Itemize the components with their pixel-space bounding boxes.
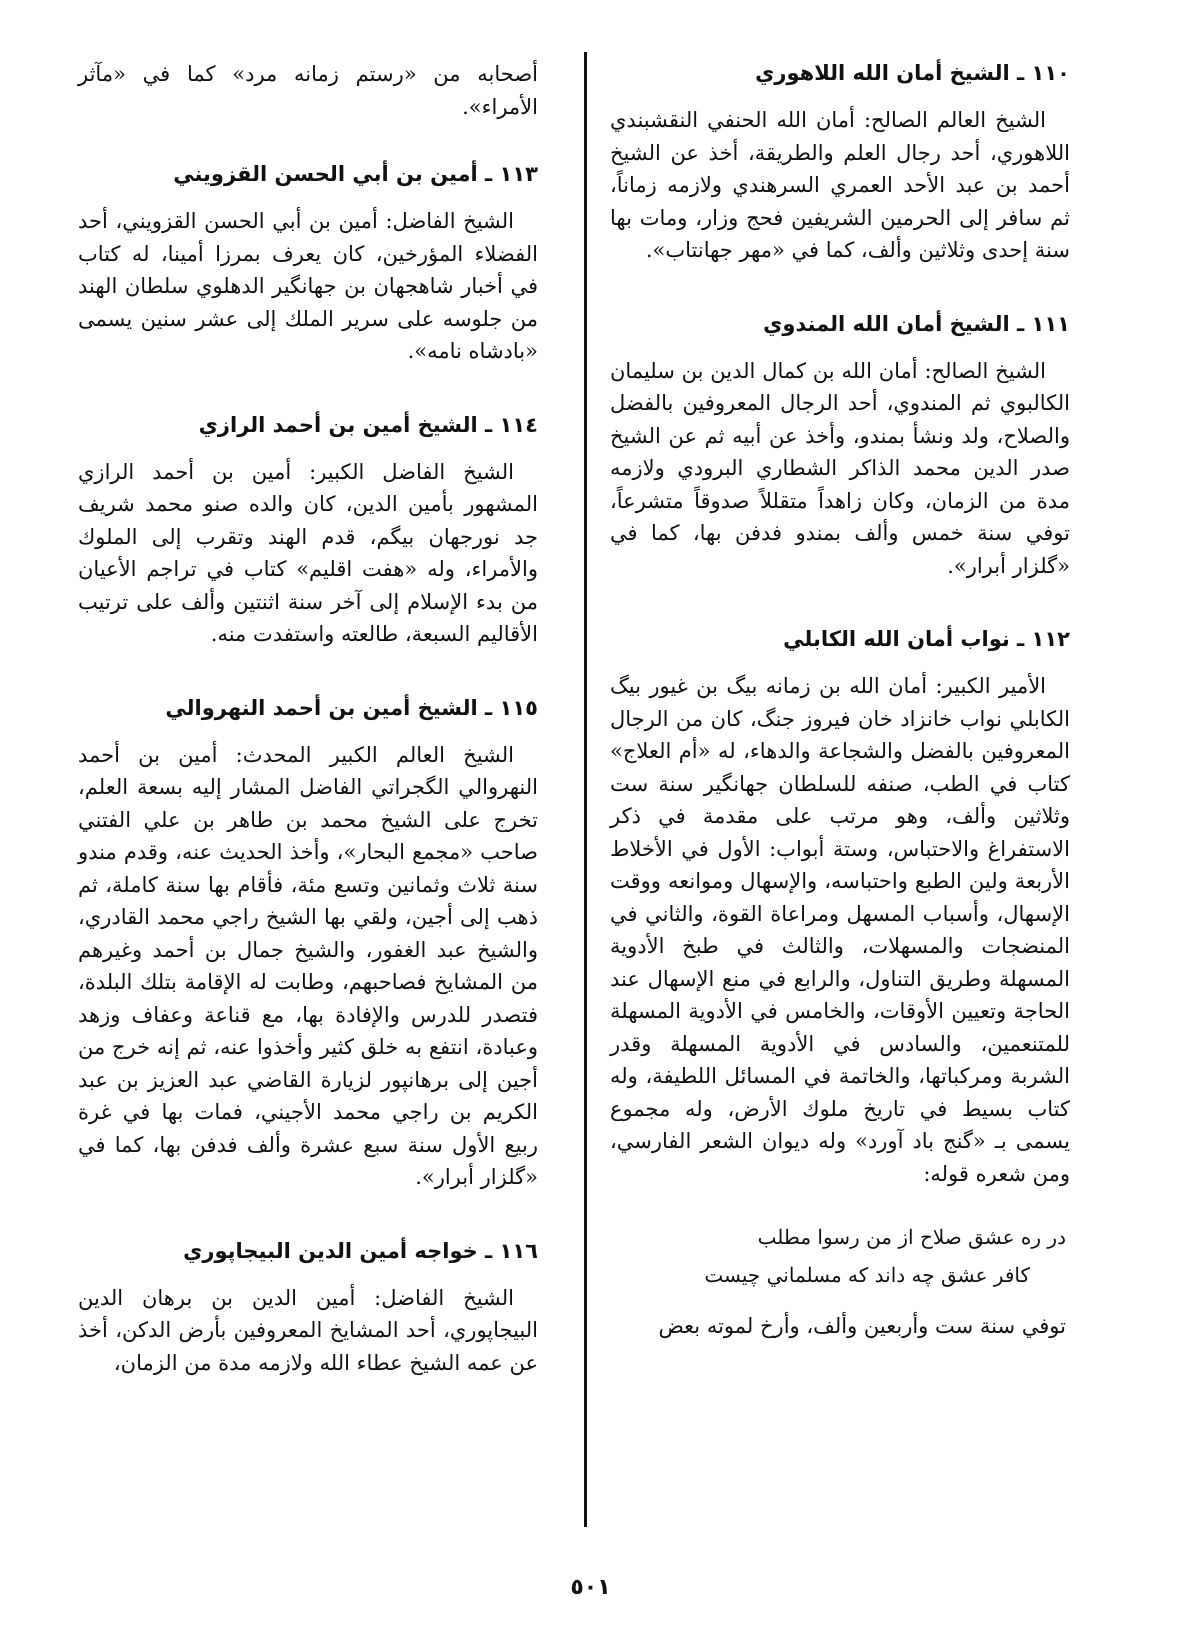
entry-body: الشيخ العالم الكبير المحدث: أمين بن أحمد النهروالي الگجراتي الفاضل المشار إليه بسعة العلم، تخرج على الشيخ محمد بن طاهر بن علي الفتني صاحب «مجمع البحار»، وأخذ الحديث عنه، وقدم مندو سنة ثلاث وثمانين وتسع مئة، فأقام بها سنة كاملة، ثم ذهب إلى أجين، ولقي بها الشيخ راجي محمد القادري، والشيخ عبد الغفور، والشيخ جمال بن أحمد وغيرهم من المشايخ فصاحبهم، وطابت له الإقامة بتلك البلدة، فتصدر للدرس والإفادة بها، مع قناعة وعفاف وزهد وعبادة، انتفع به خلق كثير وأخذوا عنه، ثم إنه خرج من أجين إلى برهانپور لزيارة القاضي عبد العزيز بن عبد الكريم بن راجي محمد الأجيني، فمات بها في غرة ربيع الأول سنة سبع عشرة وألف فدفن بها، كما في «گلزار أبرار». [78, 742, 538, 1189]
entry-115 [78, 693, 538, 1194]
poem-verse [610, 1218, 1070, 1294]
entry-111 [610, 309, 1070, 583]
continuation-text: أصحابه من «رستم زمانه مرد» كما في «مآثر الأمراء». [78, 62, 538, 119]
entry-body: الأمير الكبير: أمان الله بن زمانه بيگ بن غيور بيگ الكابلي نواب خانزاد خان فيروز جنگ، كان من الرجال المعروفين بالفضل والشجاعة والدهاء، له «أم العلاج» كتاب في الطب، صنفه للسلطان جهانگير سنة ست وثلاثين وألف، وهو مرتب على مقدمة في ذكر الاستفراغ والاحتباس، وستة أبواب: الأول في الأخلاط الأربعة ولين الطبع واحتباسه، والإسهال وموانعه ووقت الإسهال، وأسباب المسهل ومراعاة القوة، والثاني في المنضجات والمسهلات، والثالث في طبخ الأدوية المسهلة وطريق التناول، والرابع في منع الإسهال عند الحاجة وتعيين الأوقات، والخامس في الأدوية المسهلة للمتنعمين، والسادس في الأدوية المسهلة وقدر الشربة ومركباتها، والخاتمة في المسائل اللطيفة، وله كتاب بسيط في تاريخ ملوك الأرض، وله مجموع يسمى بـ «گنج باد آورد» وله ديوان الشعر الفارسي، ومن شعره قوله: [610, 674, 1071, 1186]
entry-body: الشيخ الفاضل: أمين بن أبي الحسن القزويني، أحد الفضلاء المؤرخين، كان يعرف بمرزا أمينا، له كتاب في أخبار شاهجهان بن جهانگير الدهلوي سلطان الهند من جلوسه على سرير الملك إلى عشر سنين يسمى «بادشاه نامه». [78, 209, 538, 363]
entry-body: الشيخ الفاضل: أمين الدين بن برهان الدين البيجاپوري، أحد المشايخ المعروفين بأرض الدكن، أخذ عن عمه الشيخ عطاء الله ولازمه مدة من الزمان، [78, 1285, 538, 1375]
page-number: ٥٠١ [570, 1575, 611, 1600]
entry-body: الشيخ الفاضل الكبير: أمين بن أحمد الرازي المشهور بأمين الدين، كان والده صنو محمد شريف جد نورجهان بيگم، قدم الهند وتقرب إلى الملوك والأمراء، وله «هفت اقليم» كتاب في تراجم الأعيان من بدء الإسلام إلى آخر سنة اثنتين وألف على ترتيب الأقاليم السبعة، طالعته واستفدت منه. [78, 459, 539, 646]
entry-continued-text: توفي سنة ست وأربعين وألف، وأرخ لموته بعض [658, 1314, 1066, 1338]
column-divider [584, 52, 587, 1527]
entry-title: ١١٤ ـ الشيخ أمين بن أحمد الرازي [198, 412, 538, 437]
entry-title: ١١١ ـ الشيخ أمان الله المندوي [763, 311, 1070, 336]
entry-110 [610, 58, 1070, 267]
left-column [78, 58, 538, 1379]
verse-line-1: در ره عشق صلاح از من رسوا مطلب [757, 1225, 1066, 1249]
entry-title: ١١٢ ـ نواب أمان الله الكابلي [783, 627, 1070, 651]
entry-title: ١١٦ ـ خواجه أمين الدين البيجاپوري [183, 1238, 538, 1263]
entry-body: الشيخ الصالح: أمان الله بن كمال الدين بن سليمان الكالبوي ثم المندوي، أحد الرجال المعروفين بالفضل والصلاح، ولد ونشأ بمندو، وأخذ عن أبيه ثم عن الشيخ صدر الدين محمد الذاكر الشطاري البرودي ولازمه مدة من الزمان، وكان زاهداً متقللاً صدوقاً متشرعاً، توفي سنة خمس وألف بمندو فدفن بها، كما في «گلزار أبرار». [610, 358, 1070, 578]
entry-112 [610, 624, 1070, 1343]
entry-title: ١١٠ ـ الشيخ أمان الله اللاهوري [755, 61, 1070, 85]
entry-title: ١١٣ ـ أمين بن أبي الحسن القزويني [173, 162, 538, 186]
entry-114 [78, 410, 538, 651]
entry-113 [78, 159, 538, 368]
verse-line-2: كافر عشق چه داند كه مسلماني چيست [704, 1263, 1030, 1287]
entry-body: الشيخ العالم الصالح: أمان الله الحنفي النقشبندي اللاهوري، أحد رجال العلم والطريقة، أخذ عن الشيخ أحمد بن عبد الأحد العمري السرهندي ولازمه زماناً، ثم سافر إلى الحرمين الشريفين فحج وزار، ومات بها سنة إحدى وثلاثين وألف، كما في «مهر جهانتاب». [610, 108, 1070, 262]
right-column [610, 58, 1070, 1343]
entry-title: ١١٥ ـ الشيخ أمين بن أحمد النهروالي [165, 695, 538, 720]
entry-116 [78, 1236, 538, 1380]
